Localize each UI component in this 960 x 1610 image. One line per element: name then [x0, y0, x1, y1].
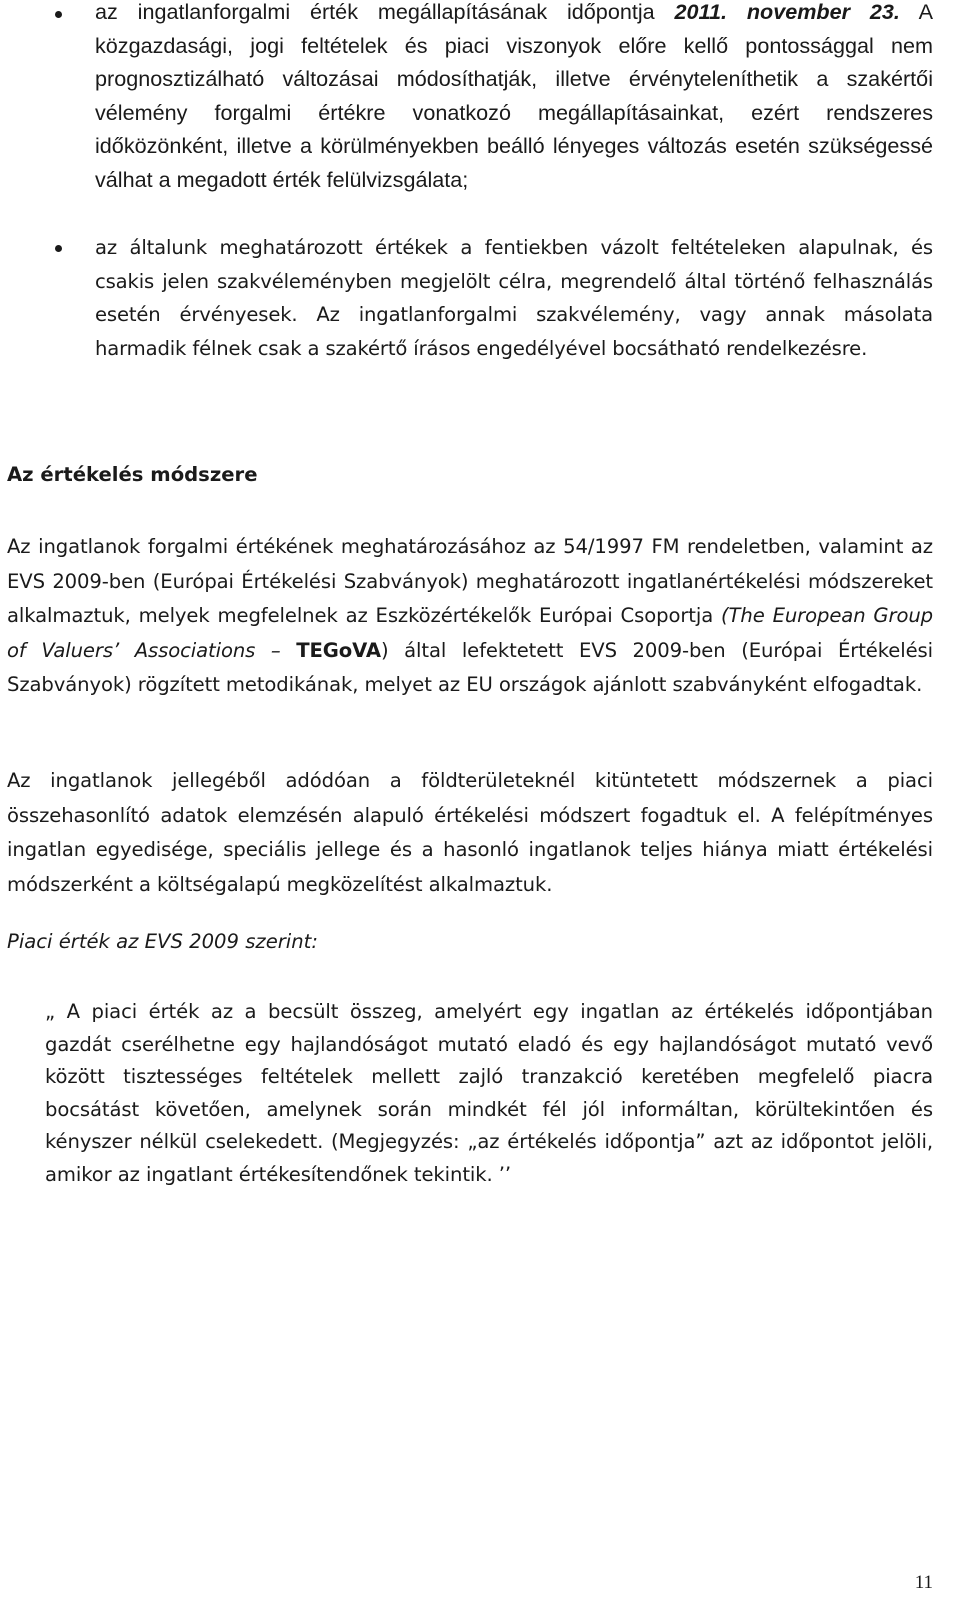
- page-number: 11: [914, 1572, 933, 1593]
- bullet-icon: [55, 11, 62, 18]
- tegova-acronym: TEGoVA: [296, 638, 381, 662]
- market-value-definition-quote: „ A piaci érték az a becsült összeg, amelyért egy ingatlan az értékelés időpontjában gazdát cserélhetne egy hajlandóságot mutató eladó és egy hajlandóságot mutató vevő között tisztességes feltételek mellett zajló tranzakció keretében megfelelő piacra bocsátást követően, amelynek során mindkét fél jól informáltan, körültekintően és kényszer nélkül cselekedett. (Megjegyzés: „az értékelés időpontja” azt az időpontot jelöli, amikor az ingatlant értékesítendőnek tekintik. ’’: [45, 1000, 933, 1186]
- methodology-text-part2: ) által lefektetett EVS 2009-ben (Európai Értékelési Szabványok) rögzített metodikának, melyet az EU országok ajánlott szabványként elfogadtak.: [7, 638, 934, 697]
- valuation-date: 2011. november 23.: [674, 0, 900, 24]
- bullet-icon: [55, 245, 62, 252]
- methodology-paragraph: [7, 530, 933, 703]
- section-heading: Az értékelés módszere: [7, 463, 258, 486]
- methodology-text-part1: Az ingatlanok forgalmi értékének meghatározásához az 54/1997 FM rendeletben, valamint az EVS 2009-ben (Európai Értékelési Szabványok) meghatározott ingatlanértékelési módszereket alkalmaztuk, melyek megfelelnek az Eszközértékelők Európai Csoportja: [7, 535, 933, 628]
- bullet-text: [95, 0, 933, 196]
- bullet-text-prefix: az ingatlanforgalmi érték megállapításának időpontja: [95, 0, 675, 24]
- bullet-text: az általunk meghatározott értékek a fentiekben vázolt feltételeken alapulnak, és csakis jelen szakvéleményben megjelölt célra, megrendelő által történő felhasználás esetén érvényesek. Az ingatlanforgalmi szakvélemény, vagy annak másolata harmadik félnek csak a szakértő írásos engedélyével bocsátható rendelkezésre.: [95, 236, 933, 360]
- methodology-text-italic: (The European Group of Valuers’ Associations –: [7, 604, 933, 662]
- bullet-text-rest: A közgazdasági, jogi feltételek és piaci viszonyok előre kellő pontossággal nem prognosztizálható változásai módosíthatják, illetve érvényteleníthetik a szakértői vélemény forgalmi értékre vonatkozó megállapításainkat, ezért rendszeres időközönként, illetve a körülményekben beálló lényeges változás esetén szükségessé válhat a megadott érték felülvizsgálata;: [95, 0, 934, 192]
- method-choice-paragraph: Az ingatlanok jellegéből adódóan a földterületeknél kitüntetett módszernek a piaci összehasonlító adatok elemzésén alapuló értékelési módszert fogadtuk el. A felépítményes ingatlan egyedisége, speciális jellege és a hasonló ingatlanok teljes hiánya miatt értékelési módszerként a költségalapú megközelítést alkalmaztuk.: [7, 769, 933, 896]
- market-value-subheading: Piaci érték az EVS 2009 szerint:: [7, 930, 318, 953]
